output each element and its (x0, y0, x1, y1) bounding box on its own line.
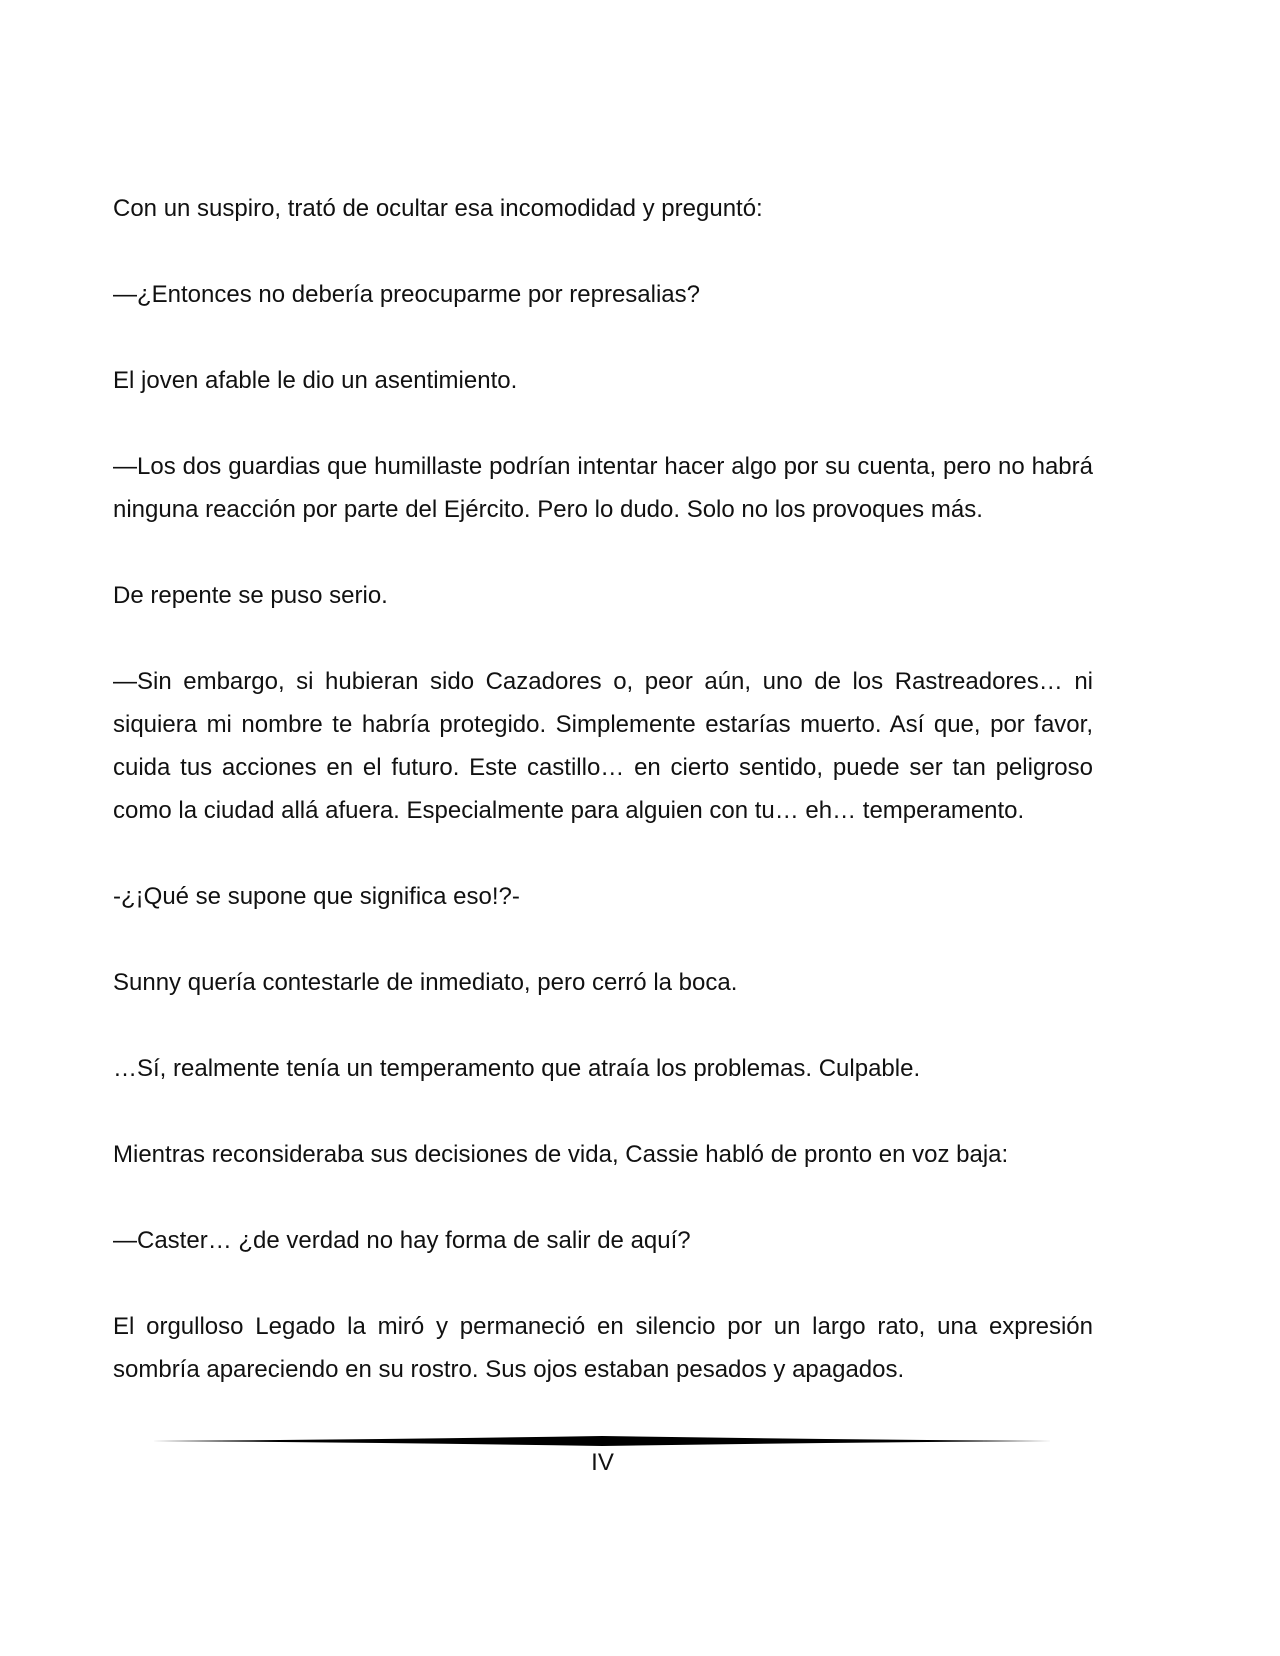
paragraph: El orgulloso Legado la miró y permaneció en silencio por un largo rato, una expresión sombría apareciendo en su rostro. Sus ojos estaban pesados y apagados. (113, 1313, 1093, 1383)
paragraph: Mientras reconsideraba sus decisiones de vida, Cassie habló de pronto en voz baja: (113, 1141, 1009, 1168)
paragraph: —Los dos guardias que humillaste podrían intentar hacer algo por su cuenta, pero no habrá ninguna reacción por parte del Ejército. Pero lo dudo. Solo no los provoques más. (113, 453, 1093, 523)
paragraph: …Sí, realmente tenía un temperamento que atraía los problemas. Culpable. (113, 1055, 921, 1082)
paragraph: El joven afable le dio un asentimiento. (113, 367, 518, 394)
page-number: IV (591, 1449, 614, 1476)
paragraph: De repente se puso serio. (113, 582, 388, 609)
paragraph: -¿¡Qué se supone que significa eso!?- (113, 883, 520, 910)
paragraph: —¿Entonces no debería preocuparme por represalias? (113, 281, 700, 308)
paragraph: Sunny quería contestarle de inmediato, pero cerró la boca. (113, 969, 738, 996)
paragraph: —Caster… ¿de verdad no hay forma de salir de aquí? (113, 1227, 691, 1254)
body-text (113, 187, 1093, 1434)
paragraph: Con un suspiro, trató de ocultar esa incomodidad y preguntó: (113, 195, 763, 222)
paragraph: —Sin embargo, si hubieran sido Cazadores o, peor aún, uno de los Rastreadores… ni siquiera mi nombre te habría protegido. Simplemente estarías muerto. Así que, por favor, cuida tus acciones en el futuro. Este castillo… en cierto sentido, puede ser tan peligroso como la ciudad allá afuera. Especialmente para alguien con tu… eh… temperamento. (113, 668, 1093, 824)
footer-divider (152, 1434, 1052, 1448)
